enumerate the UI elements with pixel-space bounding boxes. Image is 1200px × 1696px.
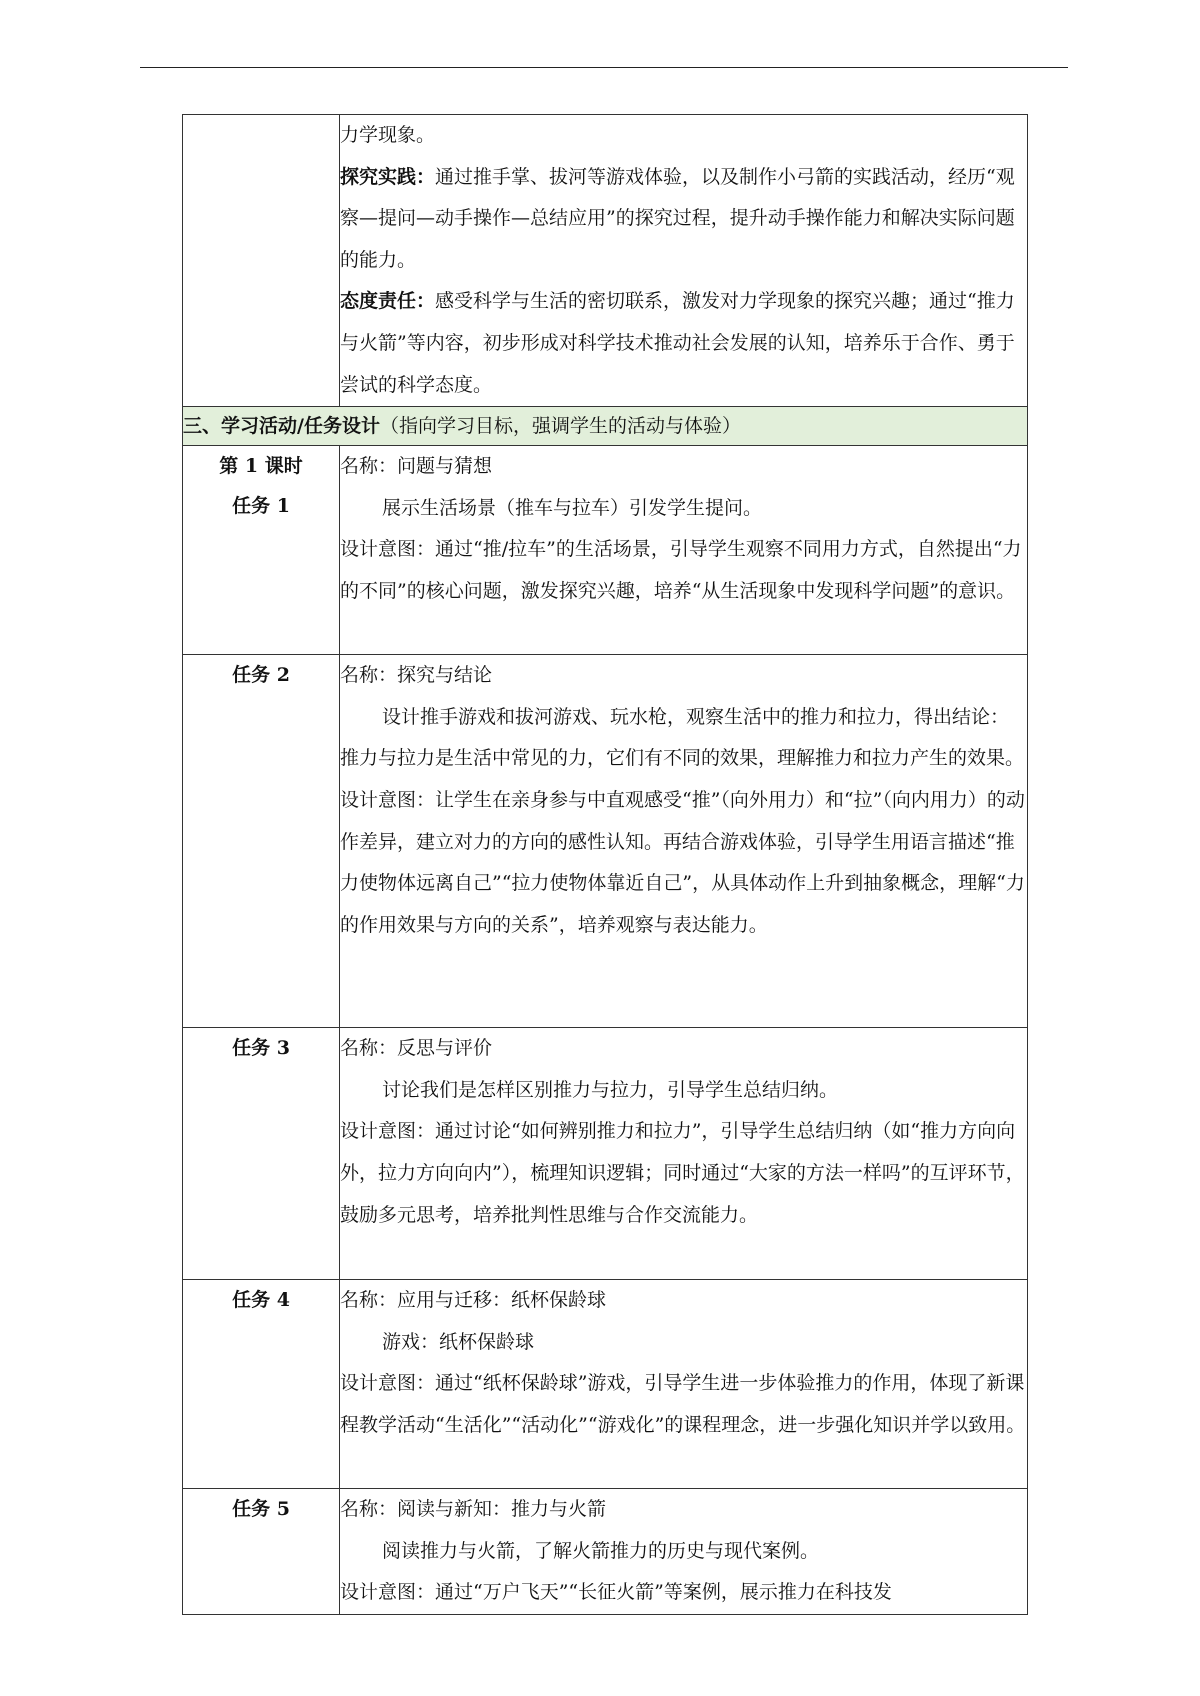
task-label-cell — [183, 1280, 340, 1489]
task-row — [183, 1280, 1028, 1489]
task-name: 名称：阅读与新知：推力与火箭 — [340, 1498, 607, 1521]
task-row — [183, 1028, 1028, 1280]
objective-attitude-label: 态度责任： — [340, 290, 436, 313]
task-content-cell — [340, 1028, 1028, 1280]
task-content-cell — [340, 1280, 1028, 1489]
objective-practice-label: 探究实践： — [340, 165, 436, 188]
section-title: 三、学习活动/任务设计 — [183, 415, 380, 438]
objective-practice-text: 通过推手掌、拔河等游戏体验，以及制作小弓箭的实践活动，经历“观察—提问—动手操作—总结应用”的探究过程，提升动手操作能力和解决实际问题的能力。 — [340, 165, 1015, 271]
task-activity: 设计推手游戏和拔河游戏、玩水枪，观察生活中的推力和拉力，得出结论：推力与拉力是生活中常见的力，它们有不同的效果，理解推力和拉力产生的效果。 — [340, 705, 1025, 770]
section-header-row — [183, 407, 1028, 446]
task-intent: 设计意图：通过“万户飞天”“长征火箭”等案例，展示推力在科技发 — [340, 1581, 892, 1604]
task-name: 名称：探究与结论 — [340, 664, 493, 687]
task-intent: 设计意图：让学生在亲身参与中直观感受“推”（向外用力）和“拉”（向内用力）的动作差异，建立对力的方向的感性认知。再结合游戏体验，引导学生用语言描述“推力使物体远离自己”“拉力使物体靠近自己”，从具体动作上升到抽象概念，理解“力的作用效果与方向的关系”，培养观察与表达能力。 — [340, 788, 1025, 936]
task-name: 名称：应用与迁移：纸杯保龄球 — [340, 1289, 607, 1312]
task-activity: 展示生活场景（推车与拉车）引发学生提问。 — [382, 496, 763, 519]
empty-label-cell — [183, 115, 340, 407]
task-content-cell — [340, 446, 1028, 655]
section-note: （指向学习目标，强调学生的活动与体验） — [379, 415, 741, 438]
objective-practice — [340, 157, 1027, 282]
task-intent: 设计意图：通过“推/拉车”的生活场景，引导学生观察不同用力方式，自然提出“力的不同”的核心问题，激发探究兴趣，培养“从生活现象中发现科学问题”的意识。 — [340, 538, 1022, 602]
task-activity: 讨论我们是怎样区别推力与拉力，引导学生总结归纳。 — [382, 1078, 839, 1101]
task-intent: 设计意图：通过“纸杯保龄球”游戏，引导学生进一步体验推力的作用，体现了新课程教学活动“生活化”“活动化”“游戏化”的课程理念，进一步强化知识并学以致用。 — [340, 1372, 1026, 1436]
task-name: 名称：反思与评价 — [340, 1037, 493, 1060]
lesson-label: 第 1 课时 — [219, 455, 303, 478]
objectives-continued-row — [183, 115, 1028, 407]
task-label-cell — [183, 1489, 340, 1615]
task-label: 任务 3 — [232, 1037, 290, 1060]
task-label-cell — [183, 655, 340, 1028]
task-content-cell — [340, 655, 1028, 1028]
objective-attitude — [340, 281, 1027, 406]
objective-line: 力学现象。 — [340, 124, 436, 146]
task-content-cell — [340, 1489, 1028, 1615]
task-label: 任务 2 — [232, 664, 290, 687]
task-intent: 设计意图：通过讨论“如何辨别推力和拉力”，引导学生总结归纳（如“推力方向向外，拉力方向向内”），梳理知识逻辑；同时通过“大家的方法一样吗”的互评环节，鼓励多元思考，培养批判性思维与合作交流能力。 — [340, 1120, 1025, 1226]
task-label-cell — [183, 1028, 340, 1280]
task-name: 名称：问题与猜想 — [340, 455, 493, 478]
task-label: 任务 5 — [232, 1498, 290, 1521]
section-header-cell — [183, 407, 1028, 446]
task-activity: 游戏：纸杯保龄球 — [382, 1330, 535, 1353]
header-rule — [140, 67, 1068, 68]
task-label-cell — [183, 446, 340, 655]
task-row — [183, 446, 1028, 655]
task-row — [183, 1489, 1028, 1615]
task-label: 任务 4 — [232, 1289, 290, 1312]
task-row — [183, 655, 1028, 1028]
task-activity: 阅读推力与火箭，了解火箭推力的历史与现代案例。 — [382, 1539, 820, 1562]
objectives-continued-cell — [340, 115, 1028, 407]
task-label: 任务 1 — [232, 495, 290, 518]
lesson-plan-table — [182, 114, 1028, 1615]
objective-attitude-text: 感受科学与生活的密切联系，激发对力学现象的探究兴趣；通过“推力与火箭”等内容，初步形成对科学技术推动社会发展的认知，培养乐于合作、勇于尝试的科学态度。 — [340, 290, 1015, 396]
